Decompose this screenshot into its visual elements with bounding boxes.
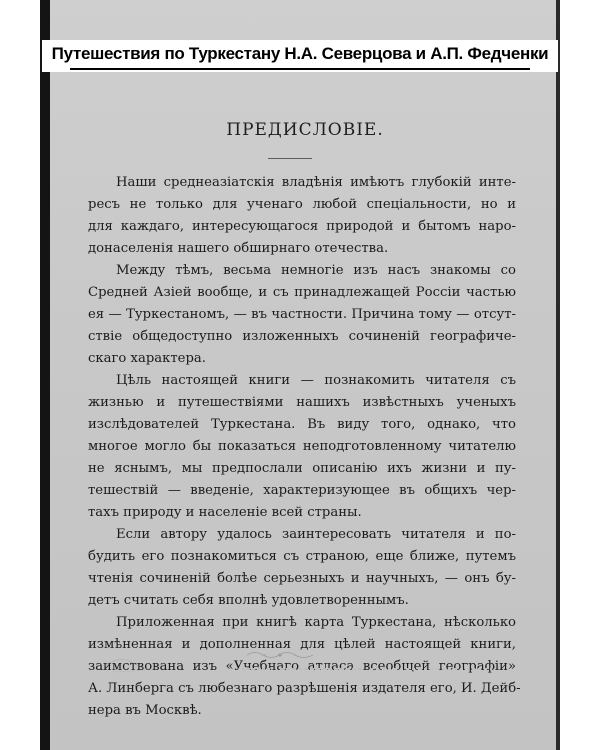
faded-imprint-line xyxy=(242,664,502,674)
text-line: Между тѣмъ, весьма немногіе изъ насъ знакомы со xyxy=(116,263,516,278)
text-line: Приложенная при книгѣ карта Туркестана, нѣсколько xyxy=(116,615,516,630)
banner-title: Путешествия по Туркестану Н.А. Северцова и А.П. Федченки xyxy=(51,44,549,63)
text-line: Средней Азіей вообще, и съ принадлежащей Россіи частью xyxy=(88,285,516,300)
text-line: ствіе общедоступно изложенныхъ сочиненій географиче- xyxy=(88,329,516,344)
text-line: измѣненная и дополненная для цѣлей настоящей книги, xyxy=(88,637,516,652)
footer-ornament xyxy=(245,650,315,660)
scan-margin-dark xyxy=(40,0,50,750)
text-line: ресъ не только для ученаго любой спеціальности, но и xyxy=(88,197,516,212)
text-line: для каждаго, интересующагося природой и бытомъ наро- xyxy=(88,219,516,234)
page-body xyxy=(88,172,521,722)
page-right-edge xyxy=(556,0,560,750)
text-line: чтенія сочиненій болѣе серьезныхъ и научныхъ, — онъ бу- xyxy=(88,571,516,586)
text-line: тахъ природу и населеніе всей страны. xyxy=(88,505,362,520)
paragraph xyxy=(88,370,516,524)
text-line: многое могло бы показаться неподготовленному читателю xyxy=(88,439,516,454)
banner-underline xyxy=(70,68,530,70)
paragraph xyxy=(88,524,516,612)
text-line: будить его познакомиться съ страною, еще ближе, путемъ xyxy=(88,549,516,564)
text-line: скаго характера. xyxy=(88,351,206,366)
text-line: заимствована изъ «Учебнаго атласа всеобщей географіи» xyxy=(88,659,516,674)
text-line: жизнью и путешествіями нашихъ извѣстныхъ ученыхъ xyxy=(88,395,516,410)
text-line: А. Линберга съ любезнаго разрѣшенія издателя его, И. Дейб- xyxy=(88,681,521,696)
text-line: Цѣль настоящей книги — познакомить читателя съ xyxy=(116,373,516,388)
paragraph xyxy=(88,260,516,370)
text-line: ея — Туркестаномъ, — въ частности. Причина тому — отсут- xyxy=(88,307,516,322)
text-line: тешествій — введеніе, характеризующее въ общихъ чер- xyxy=(88,483,516,498)
text-line: Если автору удалось заинтересовать читателя и по- xyxy=(116,527,516,542)
paragraph xyxy=(88,172,516,260)
page-heading: ПРЕДИСЛОВІЕ. xyxy=(226,120,384,140)
text-line: не яснымъ, мы предпослали описанію ихъ жизни и пу- xyxy=(88,461,516,476)
text-line: изслѣдователей Туркестана. Въ виду того, однако, что xyxy=(88,417,516,432)
heading-rule xyxy=(268,158,312,159)
text-line: нера въ Москвѣ. xyxy=(88,703,202,718)
text-line: донаселенія нашего обширнаго отечества. xyxy=(88,241,389,256)
faded-stamp-mark xyxy=(100,646,220,676)
text-line: Наши среднеазіатскія владѣнія имѣютъ глубокій инте- xyxy=(116,175,516,190)
text-line: детъ считать себя вполнѣ удовлетвореннымъ. xyxy=(88,593,409,608)
